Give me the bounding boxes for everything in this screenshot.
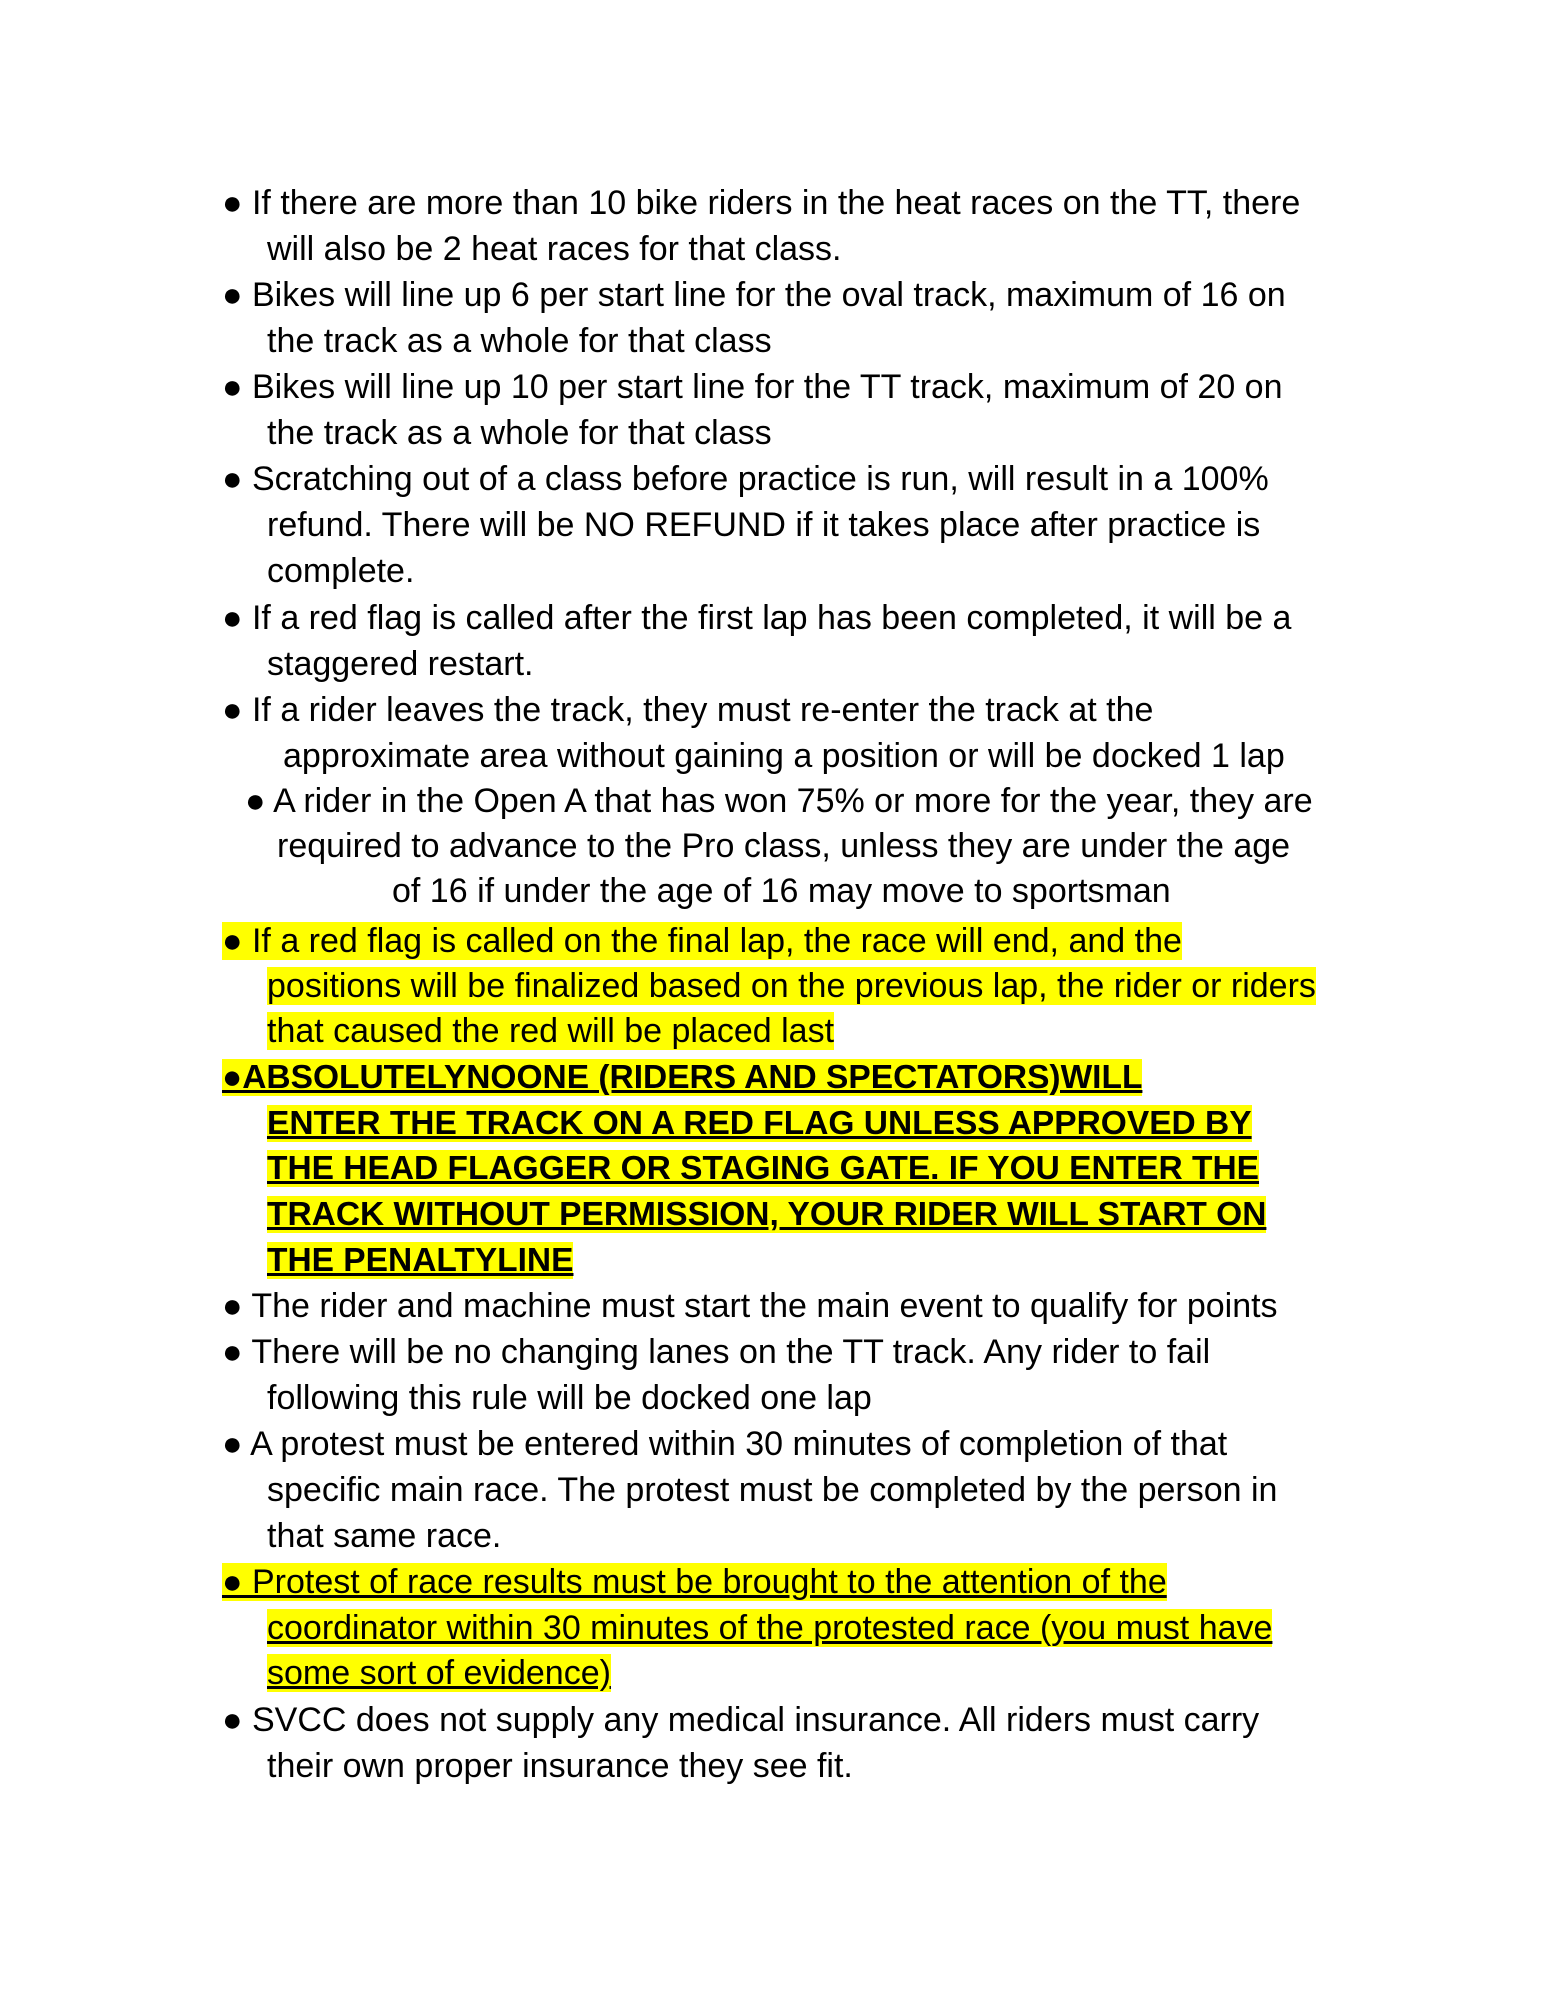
rule-line: ● A protest must be entered within 30 minutes of completion of that [222, 1425, 1228, 1463]
rule-line: approximate area without gaining a position or will be docked 1 lap [283, 737, 1285, 775]
rule-line: refund. There will be NO REFUND if it takes place after practice is [267, 506, 1261, 544]
rule-line: of 16 if under the age of 16 may move to sportsman [392, 872, 1171, 910]
rule-line: THE PENALTYLINE [267, 1242, 574, 1279]
rule-line: ● If a red flag is called on the final lap, the race will end, and the [222, 922, 1182, 960]
rule-line: ●ABSOLUTELYNOONE (RIDERS AND SPECTATORS)WILL [222, 1059, 1143, 1096]
rule-line: ● If a red flag is called after the first lap has been completed, it will be a [222, 599, 1292, 637]
rule-line: THE HEAD FLAGGER OR STAGING GATE. IF YOU ENTER THE [267, 1150, 1260, 1187]
rule-line: will also be 2 heat races for that class. [267, 230, 842, 268]
rule-line: ● Bikes will line up 6 per start line for the oval track, maximum of 16 on [222, 276, 1286, 314]
rule-line: TRACK WITHOUT PERMISSION, YOUR RIDER WILL START ON [267, 1196, 1267, 1233]
rule-line: ● A rider in the Open A that has won 75% or more for the year, they are [245, 782, 1313, 820]
rule-line: ● Bikes will line up 10 per start line for the TT track, maximum of 20 on [222, 368, 1283, 406]
rule-line: following this rule will be docked one lap [267, 1379, 872, 1417]
rule-line: ● If a rider leaves the track, they must re-enter the track at the [222, 691, 1154, 729]
rule-line: ● The rider and machine must start the main event to qualify for points [222, 1287, 1278, 1325]
rule-line: ● SVCC does not supply any medical insurance. All riders must carry [222, 1701, 1260, 1739]
rule-line: coordinator within 30 minutes of the protested race (you must have [267, 1609, 1273, 1647]
rule-line: staggered restart. [267, 645, 534, 683]
rule-line: that same race. [267, 1517, 502, 1555]
rule-line: required to advance to the Pro class, unless they are under the age [277, 827, 1291, 865]
rule-line: the track as a whole for that class [267, 322, 772, 360]
rule-line: ● Protest of race results must be brought to the attention of the [222, 1563, 1167, 1601]
rule-line: the track as a whole for that class [267, 414, 772, 452]
rule-line: ● There will be no changing lanes on the TT track. Any rider to fail [222, 1333, 1211, 1371]
rule-line: ● Scratching out of a class before practice is run, will result in a 100% [222, 460, 1269, 498]
rule-line: some sort of evidence) [267, 1654, 611, 1692]
rule-line: ● If there are more than 10 bike riders in the heat races on the TT, there [222, 184, 1301, 222]
rule-line: specific main race. The protest must be completed by the person in [267, 1471, 1278, 1509]
rule-line: that caused the red will be placed last [267, 1012, 835, 1050]
rule-line: their own proper insurance they see fit. [267, 1747, 853, 1785]
rule-line: positions will be finalized based on the previous lap, the rider or riders [267, 967, 1316, 1005]
rule-line: ENTER THE TRACK ON A RED FLAG UNLESS APPROVED BY [267, 1105, 1252, 1142]
rule-line: complete. [267, 552, 415, 590]
